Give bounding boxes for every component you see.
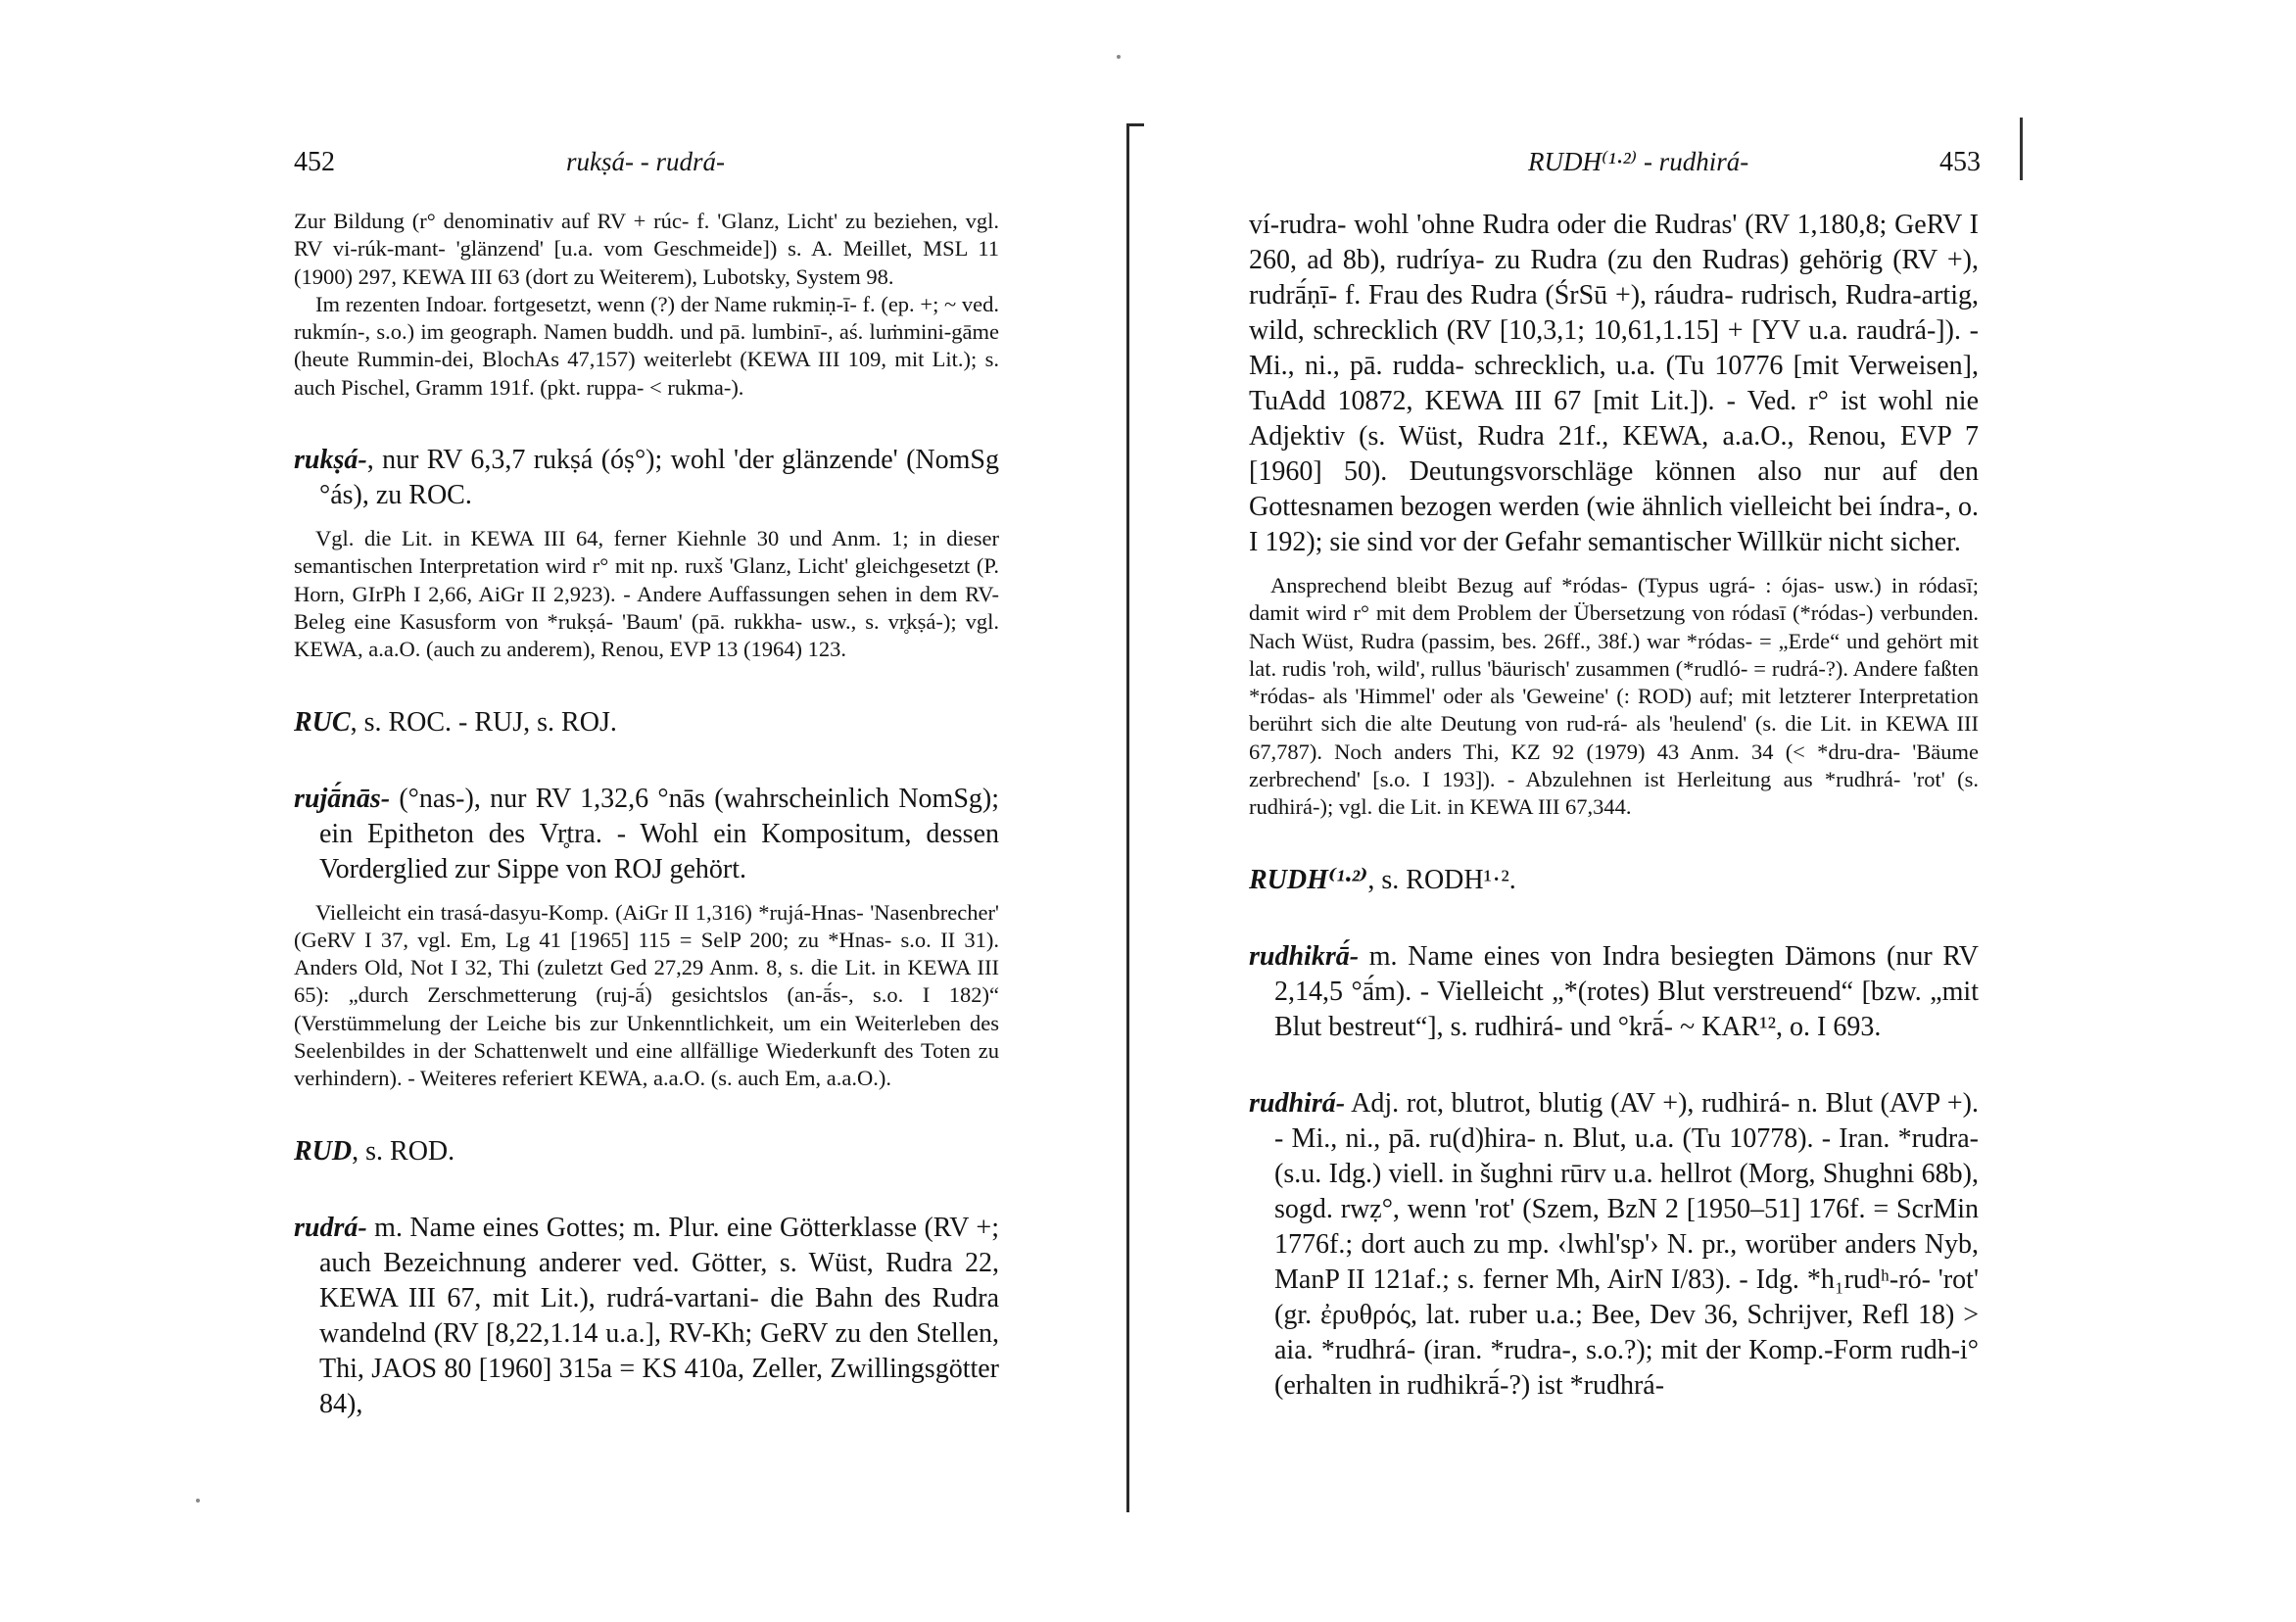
entry-lemma: rukṣá- [294,445,367,476]
note-paragraph: Vielleicht ein trasá-dasyu-Komp. (AiGr II 1,316) *rujá-Hnas- 'Nasenbrecher' (GeRV I 37, vgl. Em, Lg 41 [1965] 115 = SelP 200; zu *Hnas- s.o. II 31). Anders Old, Not I 32, Thi (zuletzt Ged 27,29 Anm. 8, s. die Lit. in KEWA III 65): „durch Zerschmetterung (ruj-ā́) gesichtslos (an-ā́s-, s.o. I 182)“ (Verstümmelung der Leiche bis zur Unkenntlichkeit, um ein Weiterleben des Seelenbildes in der Schattenwelt und eine allfällige Wiederkunft des Toten zu verhindern). - Weiteres referiert KEWA, a.a.O. (s. auch Em, a.a.O.). [294,899,999,1091]
note-paragraph: Im rezenten Indoar. fortgesetzt, wenn (?) der Name rukmiṇ-ī- f. (ep. +; ~ ved. rukmín-, s.o.) im geograph. Namen buddh. und pā. lumbinī-, aś. luṁmini-gāme (heute Rummin-dei, BlochAs 47,157) weiterlebt (KEWA III 109, mit Lit.); s. auch Pischel, Gramm 191f. (pkt. ruppa- < rukma-). [294,291,999,400]
entry-text: m. Name eines von Indra besiegten Dämons (nur RV 2,14,5 °ā́m). - Vielleicht „*(rotes) Blut verstreuend“ [bzw. „mit Blut bestreut“], s. rudhirá- und °krā́- ~ KAR¹², o. I 693. [1274,940,1979,1042]
entry-lemma: rudrá- [294,1212,367,1243]
note-paragraph: Vgl. die Lit. in KEWA III 64, ferner Kiehnle 30 und Anm. 1; in dieser semantischen Interpretation wird r° mit np. ruxš 'Glanz, Licht' gleichgesetzt (P. Horn, GIrPh I 2,66, AiGr II 2,923). - Andere Auffassungen sehen in dem RV-Beleg eine Kasusform von *rukṣá- 'Baum' (pā. rukkha- usw., s. vr̥kṣá-); vgl. KEWA, a.a.O. (auch zu anderem), Renou, EVP 13 (1964) 123. [294,526,999,662]
entry-text: Adj. rot, blutrot, blutig (AV +), rudhirá- n. Blut (AVP +). - Mi., ni., pā. ru(d)hira- n. Blut, u.a. (Tu 10778). - Iran. *rudra- (s.u. Idg.) viell. in šughni rūrv u.a. hellrot (Morg, Shughni 68b), sogd. rwẓ°, wenn 'rot' (Szem, BzN 2 [1950–51] 176f. = ScrMin 1776f.; dort auch zu mp. ‹lwhl'sp'› N. pr., worüber anders Nyb, ManP II 121af.; s. ferner Mh, AirN I/83). - Idg. *h₁rudʰ-ró- 'rot' (gr. ἐρυθρός, lat. ruber u.a.; Bee, Dev 36, Schrijver, Refl 18) > aia. *rudhrá- (iran. *rudra-, s.o.?); mit der Komp.-Form rudh-i° (erhalten in rudhikrā́-?) ist *rudhrá- [1274,1087,1979,1401]
dictionary-entry [1249,1086,1979,1404]
entry-text: , s. ROC. - RUJ, s. ROJ. [350,706,617,738]
dictionary-entry [294,443,999,513]
left-page [0,0,1136,1622]
dictionary-entry [294,1134,999,1169]
entry-text: (°nas-), nur RV 1,32,6 °nās (wahrscheinlich NomSg); ein Epitheton des Vr̥tra. - Wohl ein Kompositum, dessen Vorderglied zur Sippe von ROJ gehört. [319,783,999,884]
entry-lemma: rudhirá- [1249,1087,1346,1119]
entry-text: m. Name eines Gottes; m. Plur. eine Götterklasse (RV +; auch Bezeichnung anderer ved. Götter, s. Wüst, Rudra 22, KEWA III 67, mit Lit.), rudrá-vartani- die Bahn des Rudra wandelnd (RV [8,22,1.14 u.a.], RV-Kh; GeRV zu den Stellen, Thi, JAOS 80 [1960] 315a = KS 410a, Zeller, Zwillingsgötter 84), [319,1212,999,1419]
dictionary-entry [294,705,999,740]
entry-lemma: RUC [294,706,351,738]
dictionary-entry [1249,939,1979,1045]
note-paragraph: Zur Bildung (r° denominativ auf RV + rúc- f. 'Glanz, Licht' zu beziehen, vgl. RV vi-rúk-mant- 'glänzend' [u.a. vom Geschmeide]) s. A. Meillet, MSL 11 (1900) 297, KEWA III 63 (dort zu Weiterem), Lubotsky, System 98. [294,209,999,289]
entry-lemma: RUDH⁽¹·²⁾ [1249,864,1368,895]
right-column [1249,208,1979,1404]
continued-entry-text: ví-rudra- wohl 'ohne Rudra oder die Rudras' (RV 1,180,8; GeRV I 260, ad 8b), rudríya- zu Rudra (zu den Rudras) gehörig (RV +), rudrā́ṇī- f. Frau des Rudra (ŚrSū +), ráudra- rudrisch, Rudra-artig, wild, schrecklich (RV [10,3,1; 10,61,1.15] + [YV u.a. raudrá-]). - Mi., ni., pā. rudda- schrecklich, u.a. (Tu 10776 [mit Verweisen], TuAdd 10872, KEWA III 67 [mit Lit.]). - Ved. r° ist wohl nie Adjektiv (s. Wüst, Rudra 21f., KEWA, a.a.O., Renou, EVP 7 [1960] 50). Deutungsvorschläge können also nur auf den Gottesnamen bezogen werden (wie ähnlich vielleicht bei índra-, o. I 192); sie sind vor der Gefahr semantischer Willkür nicht sicher. [1249,210,1979,557]
dictionary-entry [294,782,999,887]
entry-text: , s. ROD. [352,1135,455,1167]
entry-lemma: rujā́nās- [294,783,391,814]
right-page [1136,0,2296,1622]
left-column [294,208,999,1422]
entry-lemma: rudhikrā́- [1249,940,1360,972]
dictionary-entry [1249,863,1979,898]
note-paragraph: Ansprechend bleibt Bezug auf *ródas- (Typus ugrá- : ójas- usw.) in ródasī; damit wird r° mit dem Problem der Übersetzung von ródasī (*ródas-) verbunden. Nach Wüst, Rudra (passim, bes. 26ff., 38f.) war *ródas- = „Erde“ und gehört mit lat. rudis 'roh, wild', rullus 'bäurisch' zusammen (*rudló- = rudrá-?). Andere faßten *ródas- als 'Himmel' oder als 'Geweine' (: ROD) auf; mit letzterer Interpretation berührt sich die alte Deutung von rud-rá- als 'heulend' (s. die Lit. in KEWA III 67,787). Noch anders Thi, KZ 92 (1979) 43 Anm. 34 (< *dru-dra- 'Bäume zerbrechend' [s.o. I 193]). - Abzulehnen ist Herleitung aus *rudhrá- 'rot' (s. rudhirá-); vgl. die Lit. in KEWA III 67,344. [1249,573,1979,820]
page-number: 453 [1939,147,1981,177]
dictionary-entry [294,1211,999,1422]
entry-text: , nur RV 6,3,7 rukṣá (óṣ°); wohl 'der glänzende' (NomSg °ás), zu ROC. [319,445,999,511]
running-head: rukṣá- - rudrá- [566,147,725,176]
page-number: 452 [294,147,335,177]
entry-text: , s. RODH¹·². [1367,864,1516,895]
entry-lemma: RUD [294,1135,353,1167]
running-head: RUDH⁽¹·²⁾ - rudhirá- [1528,147,1749,176]
